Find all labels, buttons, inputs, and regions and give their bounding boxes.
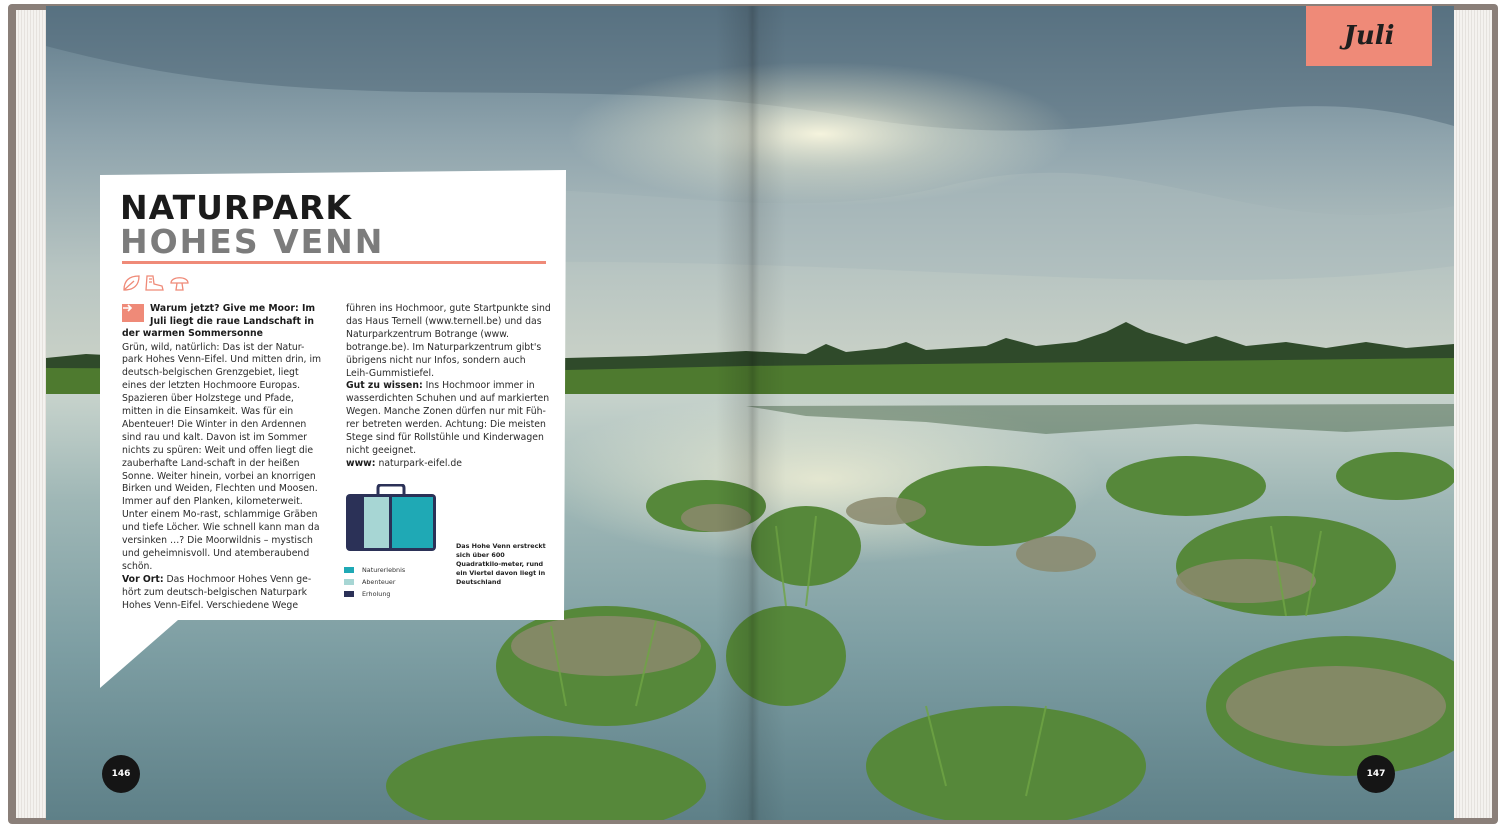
- legend-label: Abenteuer: [362, 578, 396, 586]
- legend-label: Erholung: [362, 590, 391, 598]
- category-icons: [122, 273, 202, 293]
- body-paragraph-2: führen ins Hochmoor, gute Startpunkte sind das Haus Ternell (www.ternell.be) und das Naturparkzentrum Botrange (www. botrange.be). Im Naturparkzentrum gibt's übrigens nicht nur Infos, sondern auch Leih-Gummistiefel.: [346, 303, 551, 379]
- legend-swatch: [344, 591, 354, 597]
- legend-label: Naturerlebnis: [362, 566, 406, 574]
- legend-swatch: [344, 567, 354, 573]
- suitcase-rating-chart: [344, 484, 554, 604]
- lead-text: Warum jetzt? Give me Moor: Im Juli liegt die raue Landschaft in der warmen Sommersonne: [122, 303, 316, 339]
- chart-legend: [344, 564, 444, 600]
- arrow-right-icon: [122, 304, 144, 322]
- www-label: www:: [346, 457, 376, 469]
- page-number-left: 146: [102, 755, 140, 793]
- vor-ort-label: Vor Ort:: [122, 573, 164, 585]
- www-text: naturpark-eifel.de: [375, 457, 463, 469]
- gut-zu-wissen-text: Ins Hochmoor immer in wasserdichten Schuhen und auf markierten Wegen. Manche Zonen dürfen nur mit Füh-rer betreten werden. Achtung: Die meisten Stege sind für Rollstühle und Kinderwagen nicht geeignet.: [346, 380, 550, 456]
- text-column-left: [122, 303, 322, 613]
- info-callout-card: [100, 170, 566, 690]
- hiking-boot-icon: [146, 276, 163, 290]
- title-divider: [122, 261, 546, 264]
- www-paragraph: [346, 458, 551, 471]
- vor-ort-paragraph: [122, 574, 322, 613]
- month-label: Juli: [1343, 21, 1395, 51]
- suitcase-icon: [344, 484, 438, 554]
- month-tab: [1306, 6, 1432, 66]
- legend-item-erholung: [344, 588, 444, 600]
- mushroom-icon: [171, 278, 188, 290]
- legend-swatch: [344, 579, 354, 585]
- article-subtitle: HOHES VENN: [120, 222, 385, 261]
- gut-zu-wissen-paragraph: [346, 380, 551, 457]
- legend-item-naturerlebnis: [344, 564, 444, 576]
- text-column-right: [346, 303, 551, 471]
- page-edges-left: [16, 10, 46, 818]
- legend-item-abenteuer: [344, 576, 444, 588]
- body-paragraph-1: Grün, wild, natürlich: Das ist der Natur-park Hohes Venn-Eifel. Und mitten drin, im deutsch-belgischen Grenzgebiet, liegt eines der letzten Hochmoore Europas. Spazieren über Holzstege und Pfade, mitten in die Einsamkeit. Was für ein Abenteuer! Die Winter in den Ardennen sind rau und kalt. Davon ist im Sommer nichts zu spüren: Weit und offen liegt die zauberhafte Land-schaft in der heißen Sonne. Weiter hinein, vorbei an knorrigen Birken und Weiden, Flechten und Moosen. Immer auf den Planken, kilometerweit. Unter einem Mo-rast, schlammige Gräben und tiefe Löcher. Wie schnell kann man da versinken …? Die Moorwildnis – mystisch und geheimnisvoll. Und atemberaubend schön.: [122, 341, 322, 572]
- spine-gutter: [716, 6, 786, 820]
- chart-caption: Das Hohe Venn erstreckt sich über 600 Quadratkilo-meter, rund ein Viertel davon liegt in Deutschland: [456, 542, 546, 586]
- vor-ort-text: Das Hochmoor Hohes Venn ge-hört zum deutsch-belgischen Naturpark Hohes Venn-Eifel. Verschiedene Wege: [122, 573, 312, 611]
- leaf-icon: [124, 276, 139, 290]
- page-number-right: 147: [1357, 755, 1395, 793]
- gut-zu-wissen-label: Gut zu wissen:: [346, 380, 423, 392]
- article-title: NATURPARK: [120, 188, 352, 227]
- page-edges-right: [1454, 10, 1492, 818]
